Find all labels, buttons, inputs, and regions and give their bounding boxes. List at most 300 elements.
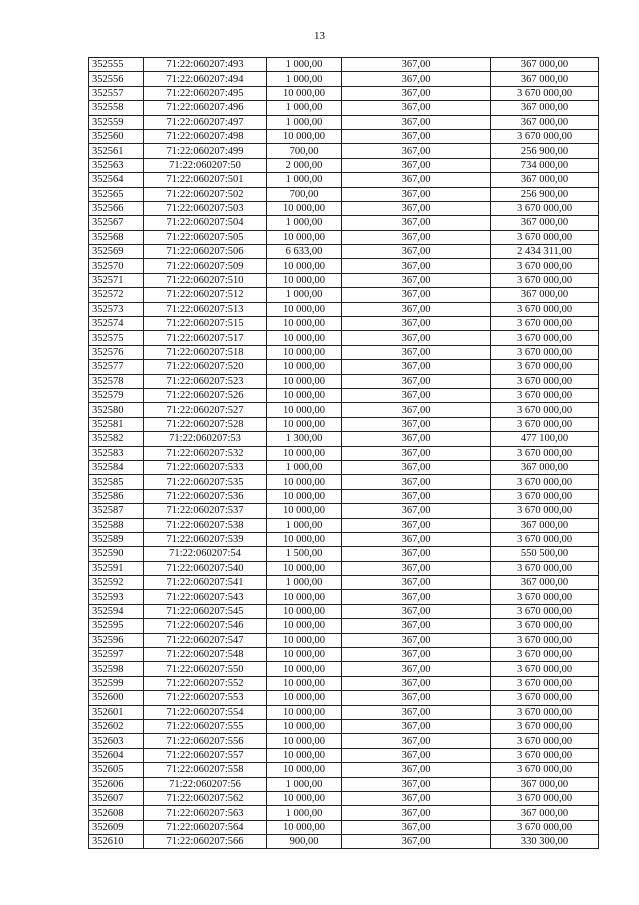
table-row [89,403,599,417]
rate-cell: 367,00 [342,187,491,201]
cadastral-value-cell: 367 000,00 [491,576,599,590]
row-number-cell: 352558 [89,101,144,115]
table-row [89,719,599,733]
table-row [89,302,599,316]
table-row [89,446,599,460]
cadastral-value-cell: 3 670 000,00 [491,201,599,215]
table-row [89,489,599,503]
area-cell: 10 000,00 [267,648,342,662]
rate-cell: 367,00 [342,417,491,431]
row-number-cell: 352569 [89,245,144,259]
table-row [89,331,599,345]
cadastral-value-cell: 3 670 000,00 [491,676,599,690]
area-cell: 10 000,00 [267,86,342,100]
area-cell: 10 000,00 [267,719,342,733]
cadastral-value-cell: 2 434 311,00 [491,245,599,259]
cadastral-number-cell: 71:22:060207:538 [144,518,267,532]
row-number-cell: 352603 [89,734,144,748]
row-number-cell: 352594 [89,604,144,618]
cadastral-number-cell: 71:22:060207:535 [144,475,267,489]
rate-cell: 367,00 [342,777,491,791]
row-number-cell: 352591 [89,561,144,575]
area-cell: 10 000,00 [267,734,342,748]
cadastral-number-cell: 71:22:060207:523 [144,374,267,388]
rate-cell: 367,00 [342,619,491,633]
cadastral-number-cell: 71:22:060207:550 [144,662,267,676]
cadastral-value-cell: 3 670 000,00 [491,230,599,244]
rate-cell: 367,00 [342,633,491,647]
cadastral-value-cell: 367 000,00 [491,518,599,532]
rate-cell: 367,00 [342,331,491,345]
table-row [89,676,599,690]
area-cell: 10 000,00 [267,604,342,618]
area-cell: 1 000,00 [267,58,342,72]
rate-cell: 367,00 [342,446,491,460]
row-number-cell: 352581 [89,417,144,431]
cadastral-value-table [88,57,599,849]
area-cell: 10 000,00 [267,345,342,359]
rate-cell: 367,00 [342,403,491,417]
area-cell: 10 000,00 [267,705,342,719]
row-number-cell: 352570 [89,259,144,273]
cadastral-value-cell: 3 670 000,00 [491,561,599,575]
cadastral-number-cell: 71:22:060207:515 [144,317,267,331]
area-cell: 700,00 [267,187,342,201]
cadastral-number-cell: 71:22:060207:566 [144,835,267,849]
cadastral-number-cell: 71:22:060207:548 [144,648,267,662]
row-number-cell: 352575 [89,331,144,345]
table-row [89,58,599,72]
table-row [89,532,599,546]
cadastral-number-cell: 71:22:060207:54 [144,547,267,561]
rate-cell: 367,00 [342,489,491,503]
rate-cell: 367,00 [342,806,491,820]
cadastral-number-cell: 71:22:060207:540 [144,561,267,575]
row-number-cell: 352599 [89,676,144,690]
row-number-cell: 352583 [89,446,144,460]
table-row [89,590,599,604]
area-cell: 900,00 [267,835,342,849]
cadastral-value-cell: 3 670 000,00 [491,504,599,518]
rate-cell: 367,00 [342,460,491,474]
table-row [89,417,599,431]
table-row [89,158,599,172]
area-cell: 10 000,00 [267,662,342,676]
rate-cell: 367,00 [342,86,491,100]
cadastral-number-cell: 71:22:060207:562 [144,791,267,805]
table-row [89,460,599,474]
table-row [89,835,599,849]
area-cell: 10 000,00 [267,129,342,143]
cadastral-number-cell: 71:22:060207:517 [144,331,267,345]
row-number-cell: 352580 [89,403,144,417]
rate-cell: 367,00 [342,820,491,834]
cadastral-number-cell: 71:22:060207:533 [144,460,267,474]
row-number-cell: 352563 [89,158,144,172]
table-row [89,763,599,777]
table-row [89,475,599,489]
cadastral-number-cell: 71:22:060207:547 [144,633,267,647]
row-number-cell: 352596 [89,633,144,647]
rate-cell: 367,00 [342,835,491,849]
row-number-cell: 352578 [89,374,144,388]
cadastral-number-cell: 71:22:060207:545 [144,604,267,618]
row-number-cell: 352579 [89,388,144,402]
cadastral-number-cell: 71:22:060207:497 [144,115,267,129]
cadastral-number-cell: 71:22:060207:510 [144,273,267,287]
cadastral-number-cell: 71:22:060207:501 [144,173,267,187]
rate-cell: 367,00 [342,388,491,402]
row-number-cell: 352559 [89,115,144,129]
table-row [89,806,599,820]
cadastral-number-cell: 71:22:060207:555 [144,719,267,733]
row-number-cell: 352560 [89,129,144,143]
cadastral-number-cell: 71:22:060207:558 [144,763,267,777]
table-row [89,547,599,561]
area-cell: 1 500,00 [267,547,342,561]
cadastral-value-cell: 3 670 000,00 [491,662,599,676]
table-row [89,648,599,662]
cadastral-value-cell: 3 670 000,00 [491,748,599,762]
cadastral-value-cell: 367 000,00 [491,115,599,129]
table-row [89,432,599,446]
cadastral-value-cell: 256 900,00 [491,187,599,201]
area-cell: 1 000,00 [267,173,342,187]
row-number-cell: 352604 [89,748,144,762]
table-row [89,360,599,374]
cadastral-value-cell: 256 900,00 [491,144,599,158]
cadastral-value-cell: 3 670 000,00 [491,619,599,633]
area-cell: 10 000,00 [267,201,342,215]
table-row [89,791,599,805]
rate-cell: 367,00 [342,504,491,518]
table-row [89,633,599,647]
cadastral-value-cell: 550 500,00 [491,547,599,561]
cadastral-number-cell: 71:22:060207:536 [144,489,267,503]
cadastral-value-cell: 367 000,00 [491,58,599,72]
cadastral-value-cell: 477 100,00 [491,432,599,446]
cadastral-number-cell: 71:22:060207:512 [144,288,267,302]
rate-cell: 367,00 [342,590,491,604]
rate-cell: 367,00 [342,101,491,115]
cadastral-value-cell: 367 000,00 [491,806,599,820]
cadastral-value-cell: 3 670 000,00 [491,360,599,374]
cadastral-number-cell: 71:22:060207:50 [144,158,267,172]
area-cell: 10 000,00 [267,489,342,503]
rate-cell: 367,00 [342,518,491,532]
cadastral-number-cell: 71:22:060207:532 [144,446,267,460]
cadastral-value-cell: 3 670 000,00 [491,590,599,604]
cadastral-number-cell: 71:22:060207:526 [144,388,267,402]
row-number-cell: 352566 [89,201,144,215]
row-number-cell: 352555 [89,58,144,72]
page-number: 13 [314,30,325,42]
rate-cell: 367,00 [342,676,491,690]
cadastral-value-cell: 3 670 000,00 [491,403,599,417]
row-number-cell: 352577 [89,360,144,374]
row-number-cell: 352609 [89,820,144,834]
area-cell: 10 000,00 [267,446,342,460]
row-number-cell: 352564 [89,173,144,187]
rate-cell: 367,00 [342,216,491,230]
cadastral-value-cell: 3 670 000,00 [491,331,599,345]
area-cell: 1 000,00 [267,576,342,590]
cadastral-value-cell: 3 670 000,00 [491,259,599,273]
area-cell: 1 000,00 [267,72,342,86]
area-cell: 10 000,00 [267,230,342,244]
table-row [89,245,599,259]
area-cell: 10 000,00 [267,331,342,345]
rate-cell: 367,00 [342,158,491,172]
area-cell: 1 300,00 [267,432,342,446]
row-number-cell: 352561 [89,144,144,158]
table-row [89,705,599,719]
row-number-cell: 352590 [89,547,144,561]
area-cell: 10 000,00 [267,561,342,575]
table-row [89,230,599,244]
area-cell: 10 000,00 [267,791,342,805]
row-number-cell: 352588 [89,518,144,532]
row-number-cell: 352587 [89,504,144,518]
table-row [89,388,599,402]
cadastral-value-cell: 3 670 000,00 [491,417,599,431]
rate-cell: 367,00 [342,547,491,561]
cadastral-value-cell: 367 000,00 [491,777,599,791]
cadastral-value-cell: 3 670 000,00 [491,446,599,460]
table-row [89,288,599,302]
table-row [89,129,599,143]
rate-cell: 367,00 [342,144,491,158]
cadastral-number-cell: 71:22:060207:528 [144,417,267,431]
row-number-cell: 352595 [89,619,144,633]
rate-cell: 367,00 [342,173,491,187]
cadastral-value-cell: 3 670 000,00 [491,633,599,647]
cadastral-number-cell: 71:22:060207:503 [144,201,267,215]
rate-cell: 367,00 [342,748,491,762]
cadastral-value-cell: 367 000,00 [491,101,599,115]
table-row [89,576,599,590]
cadastral-number-cell: 71:22:060207:527 [144,403,267,417]
area-cell: 1 000,00 [267,115,342,129]
row-number-cell: 352606 [89,777,144,791]
area-cell: 10 000,00 [267,676,342,690]
cadastral-number-cell: 71:22:060207:494 [144,72,267,86]
rate-cell: 367,00 [342,201,491,215]
row-number-cell: 352593 [89,590,144,604]
rate-cell: 367,00 [342,532,491,546]
area-cell: 10 000,00 [267,532,342,546]
row-number-cell: 352608 [89,806,144,820]
cadastral-value-cell: 3 670 000,00 [491,302,599,316]
area-cell: 10 000,00 [267,590,342,604]
area-cell: 10 000,00 [267,691,342,705]
rate-cell: 367,00 [342,662,491,676]
row-number-cell: 352584 [89,460,144,474]
table-row [89,777,599,791]
rate-cell: 367,00 [342,129,491,143]
rate-cell: 367,00 [342,302,491,316]
cadastral-value-cell: 3 670 000,00 [491,820,599,834]
area-cell: 10 000,00 [267,820,342,834]
cadastral-value-cell: 3 670 000,00 [491,374,599,388]
row-number-cell: 352589 [89,532,144,546]
row-number-cell: 352601 [89,705,144,719]
area-cell: 10 000,00 [267,475,342,489]
cadastral-number-cell: 71:22:060207:513 [144,302,267,316]
table-row [89,619,599,633]
cadastral-number-cell: 71:22:060207:564 [144,820,267,834]
rate-cell: 367,00 [342,273,491,287]
cadastral-number-cell: 71:22:060207:537 [144,504,267,518]
cadastral-value-cell: 3 670 000,00 [491,691,599,705]
row-number-cell: 352598 [89,662,144,676]
table-row [89,748,599,762]
rate-cell: 367,00 [342,561,491,575]
area-cell: 10 000,00 [267,302,342,316]
area-cell: 10 000,00 [267,374,342,388]
cadastral-value-cell: 734 000,00 [491,158,599,172]
table-row [89,604,599,618]
cadastral-value-cell: 3 670 000,00 [491,475,599,489]
cadastral-value-cell: 3 670 000,00 [491,604,599,618]
rate-cell: 367,00 [342,604,491,618]
table-row [89,273,599,287]
area-cell: 10 000,00 [267,619,342,633]
row-number-cell: 352574 [89,317,144,331]
cadastral-number-cell: 71:22:060207:502 [144,187,267,201]
area-cell: 1 000,00 [267,288,342,302]
cadastral-value-cell: 367 000,00 [491,288,599,302]
cadastral-value-cell: 3 670 000,00 [491,719,599,733]
area-cell: 10 000,00 [267,504,342,518]
cadastral-number-cell: 71:22:060207:520 [144,360,267,374]
cadastral-value-cell: 3 670 000,00 [491,317,599,331]
cadastral-number-cell: 71:22:060207:557 [144,748,267,762]
table-row [89,662,599,676]
rate-cell: 367,00 [342,475,491,489]
cadastral-value-cell: 3 670 000,00 [491,532,599,546]
cadastral-number-cell: 71:22:060207:504 [144,216,267,230]
area-cell: 10 000,00 [267,763,342,777]
row-number-cell: 352592 [89,576,144,590]
rate-cell: 367,00 [342,705,491,719]
table-row [89,259,599,273]
rate-cell: 367,00 [342,259,491,273]
cadastral-number-cell: 71:22:060207:552 [144,676,267,690]
cadastral-number-cell: 71:22:060207:505 [144,230,267,244]
cadastral-value-cell: 3 670 000,00 [491,734,599,748]
row-number-cell: 352605 [89,763,144,777]
cadastral-value-cell: 367 000,00 [491,173,599,187]
area-cell: 1 000,00 [267,101,342,115]
table-row [89,561,599,575]
cadastral-value-cell: 367 000,00 [491,460,599,474]
rate-cell: 367,00 [342,763,491,777]
row-number-cell: 352607 [89,791,144,805]
row-number-cell: 352597 [89,648,144,662]
area-cell: 1 000,00 [267,460,342,474]
area-cell: 1 000,00 [267,518,342,532]
cadastral-value-cell: 3 670 000,00 [491,86,599,100]
area-cell: 10 000,00 [267,633,342,647]
row-number-cell: 352600 [89,691,144,705]
area-cell: 6 633,00 [267,245,342,259]
table-body [89,58,599,849]
cadastral-value-cell: 3 670 000,00 [491,129,599,143]
cadastral-number-cell: 71:22:060207:506 [144,245,267,259]
cadastral-value-cell: 3 670 000,00 [491,273,599,287]
row-number-cell: 352585 [89,475,144,489]
rate-cell: 367,00 [342,648,491,662]
row-number-cell: 352576 [89,345,144,359]
rate-cell: 367,00 [342,734,491,748]
rate-cell: 367,00 [342,317,491,331]
cadastral-number-cell: 71:22:060207:546 [144,619,267,633]
rate-cell: 367,00 [342,432,491,446]
cadastral-number-cell: 71:22:060207:495 [144,86,267,100]
rate-cell: 367,00 [342,691,491,705]
cadastral-value-cell: 3 670 000,00 [491,791,599,805]
area-cell: 10 000,00 [267,317,342,331]
cadastral-value-cell: 3 670 000,00 [491,388,599,402]
area-cell: 1 000,00 [267,777,342,791]
area-cell: 10 000,00 [267,388,342,402]
row-number-cell: 352568 [89,230,144,244]
row-number-cell: 352586 [89,489,144,503]
row-number-cell: 352610 [89,835,144,849]
cadastral-number-cell: 71:22:060207:498 [144,129,267,143]
cadastral-value-cell: 367 000,00 [491,72,599,86]
cadastral-value-cell: 367 000,00 [491,216,599,230]
rate-cell: 367,00 [342,230,491,244]
rate-cell: 367,00 [342,72,491,86]
rate-cell: 367,00 [342,58,491,72]
area-cell: 10 000,00 [267,273,342,287]
cadastral-value-cell: 3 670 000,00 [491,763,599,777]
cadastral-number-cell: 71:22:060207:509 [144,259,267,273]
row-number-cell: 352567 [89,216,144,230]
rate-cell: 367,00 [342,576,491,590]
table-row [89,144,599,158]
rate-cell: 367,00 [342,360,491,374]
rate-cell: 367,00 [342,288,491,302]
table-row [89,691,599,705]
row-number-cell: 352556 [89,72,144,86]
area-cell: 2 000,00 [267,158,342,172]
row-number-cell: 352573 [89,302,144,316]
cadastral-number-cell: 71:22:060207:556 [144,734,267,748]
row-number-cell: 352572 [89,288,144,302]
cadastral-number-cell: 71:22:060207:56 [144,777,267,791]
table-row [89,101,599,115]
table-row [89,115,599,129]
area-cell: 10 000,00 [267,417,342,431]
area-cell: 700,00 [267,144,342,158]
area-cell: 10 000,00 [267,360,342,374]
cadastral-number-cell: 71:22:060207:539 [144,532,267,546]
area-cell: 10 000,00 [267,403,342,417]
table-row [89,374,599,388]
table-row [89,820,599,834]
table-row [89,86,599,100]
rate-cell: 367,00 [342,345,491,359]
cadastral-value-cell: 3 670 000,00 [491,489,599,503]
cadastral-value-cell: 330 300,00 [491,835,599,849]
cadastral-number-cell: 71:22:060207:499 [144,144,267,158]
area-cell: 10 000,00 [267,259,342,273]
rate-cell: 367,00 [342,245,491,259]
table-row [89,345,599,359]
